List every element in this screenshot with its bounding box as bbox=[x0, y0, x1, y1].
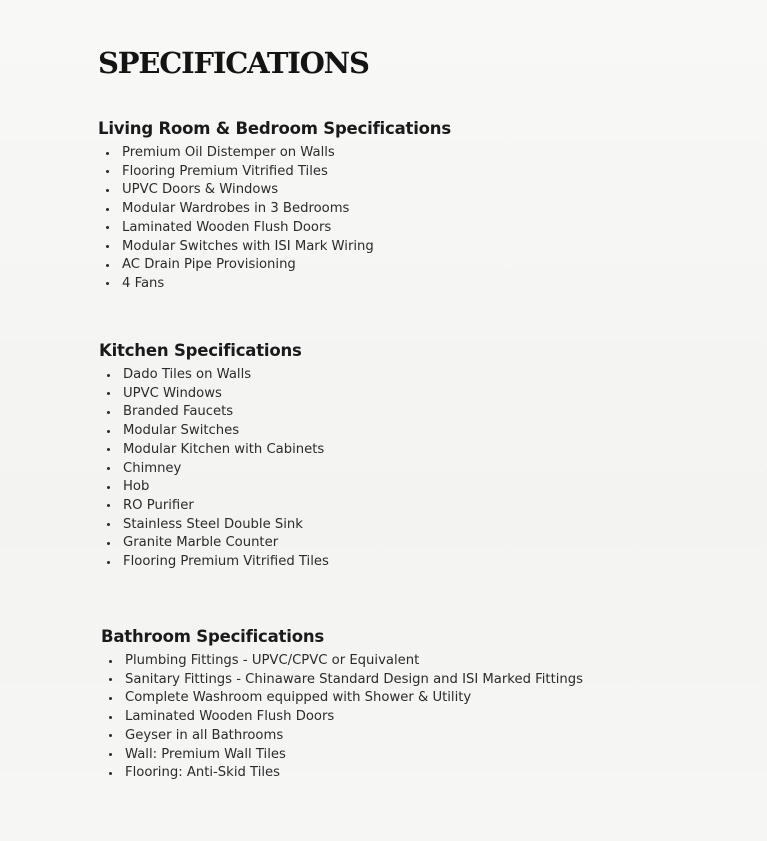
bullet-icon bbox=[107, 542, 110, 545]
list-item bbox=[101, 689, 583, 708]
list-item-text: Wall: Premium Wall Tiles bbox=[125, 746, 286, 762]
spec-list bbox=[99, 366, 329, 572]
list-item bbox=[101, 746, 583, 765]
list-item-text: Dado Tiles on Walls bbox=[123, 367, 252, 382]
list-item bbox=[98, 219, 451, 238]
list-item-text: Laminated Wooden Flush Doors bbox=[122, 219, 332, 235]
list-item bbox=[99, 441, 329, 460]
list-item bbox=[99, 385, 329, 404]
bullet-icon bbox=[109, 772, 112, 775]
bullet-icon bbox=[106, 189, 109, 192]
list-item bbox=[99, 534, 329, 553]
list-item bbox=[101, 671, 583, 690]
list-item bbox=[98, 181, 451, 200]
list-item-text: Modular Switches with ISI Mark Wiring bbox=[122, 238, 374, 254]
list-item-text: Laminated Wooden Flush Doors bbox=[125, 709, 335, 725]
bullet-icon bbox=[107, 411, 110, 414]
list-item bbox=[98, 200, 451, 219]
list-item-text: Flooring Premium Vitrified Tiles bbox=[123, 554, 329, 570]
list-item-text: Flooring Premium Vitrified Tiles bbox=[122, 163, 328, 179]
list-item bbox=[98, 163, 451, 182]
list-item-text: 4 Fans bbox=[122, 275, 165, 291]
bullet-icon bbox=[107, 374, 110, 377]
bullet-icon bbox=[106, 264, 109, 267]
list-item-text: Flooring: Anti-Skid Tiles bbox=[125, 765, 281, 781]
list-item bbox=[98, 238, 451, 257]
bullet-icon bbox=[106, 170, 109, 173]
bullet-icon bbox=[107, 523, 110, 526]
spec-list bbox=[98, 144, 451, 294]
list-item-text: Sanitary Fittings - Chinaware Standard Design and ISI Marked Fittings bbox=[125, 671, 584, 687]
bullet-icon bbox=[106, 208, 109, 211]
list-item bbox=[101, 652, 583, 671]
bullet-icon bbox=[109, 716, 112, 719]
bullet-icon bbox=[107, 430, 110, 433]
list-item-text: UPVC Doors & Windows bbox=[122, 182, 279, 198]
list-item-text: Geyser in all Bathrooms bbox=[125, 727, 284, 743]
list-item bbox=[98, 256, 451, 275]
bullet-icon bbox=[106, 282, 109, 285]
list-item-text: Modular Switches bbox=[123, 423, 240, 439]
list-item bbox=[99, 366, 329, 385]
bullet-icon bbox=[109, 660, 112, 663]
bullet-icon bbox=[107, 486, 110, 489]
list-item bbox=[98, 144, 451, 163]
section-bathroom bbox=[101, 626, 583, 783]
section-kitchen bbox=[99, 340, 329, 572]
list-item bbox=[99, 460, 329, 479]
list-item bbox=[99, 478, 329, 497]
list-item-text: RO Purifier bbox=[123, 497, 194, 513]
list-item bbox=[99, 497, 329, 516]
spec-list bbox=[101, 652, 583, 783]
list-item-text: AC Drain Pipe Provisioning bbox=[122, 257, 296, 273]
section-heading: Living Room & Bedroom Specifications bbox=[98, 119, 451, 138]
bullet-icon bbox=[109, 753, 112, 756]
list-item-text: Hob bbox=[123, 479, 150, 495]
page-title: SPECIFICATIONS bbox=[98, 46, 369, 80]
bullet-icon bbox=[109, 697, 112, 700]
list-item-text: Complete Washroom equipped with Shower & Utility bbox=[125, 690, 472, 706]
bullet-icon bbox=[107, 504, 110, 507]
bullet-icon bbox=[106, 226, 109, 229]
list-item-text: Plumbing Fittings - UPVC/CPVC or Equivalent bbox=[125, 653, 420, 668]
list-item bbox=[98, 275, 451, 294]
list-item-text: Granite Marble Counter bbox=[123, 535, 279, 551]
list-item bbox=[99, 422, 329, 441]
list-item bbox=[101, 727, 583, 746]
bullet-icon bbox=[107, 392, 110, 395]
list-item-text: Stainless Steel Double Sink bbox=[123, 516, 303, 532]
list-item bbox=[99, 403, 329, 422]
bullet-icon bbox=[107, 467, 110, 470]
list-item-text: Modular Kitchen with Cabinets bbox=[123, 441, 325, 457]
list-item-text: Branded Faucets bbox=[123, 404, 234, 420]
section-heading: Bathroom Specifications bbox=[101, 627, 325, 646]
list-item-text: Chimney bbox=[123, 460, 182, 476]
list-item bbox=[101, 764, 583, 783]
list-item bbox=[101, 708, 583, 727]
bullet-icon bbox=[106, 152, 109, 155]
bullet-icon bbox=[107, 448, 110, 451]
section-living-bedroom bbox=[98, 118, 451, 294]
bullet-icon bbox=[109, 678, 112, 681]
bullet-icon bbox=[107, 561, 110, 564]
bullet-icon bbox=[106, 245, 109, 248]
section-heading: Kitchen Specifications bbox=[99, 341, 302, 360]
list-item bbox=[99, 516, 329, 535]
list-item-text: Premium Oil Distemper on Walls bbox=[122, 145, 335, 160]
list-item bbox=[99, 553, 329, 572]
list-item-text: Modular Wardrobes in 3 Bedrooms bbox=[122, 201, 350, 217]
list-item-text: UPVC Windows bbox=[123, 385, 222, 401]
bullet-icon bbox=[109, 734, 112, 737]
